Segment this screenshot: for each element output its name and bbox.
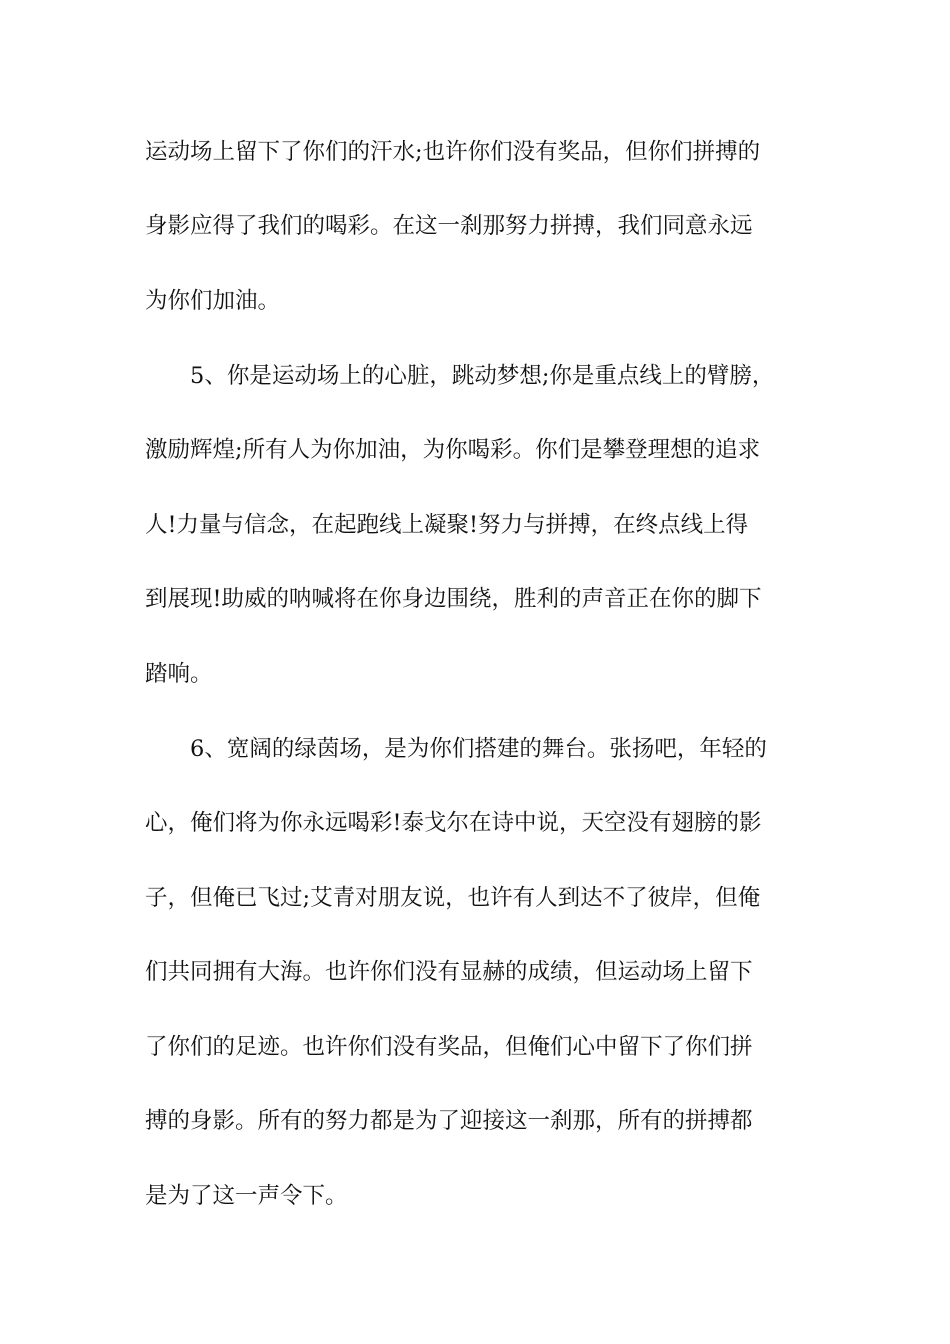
text-line: 为你们加油。 — [145, 288, 281, 314]
text-line: 人!力量与信念，在起跑线上凝聚!努力与拼搏，在终点线上得 — [145, 512, 749, 538]
text-line: 身影应得了我们的喝彩。在这一刹那努力拼搏，我们同意永远 — [145, 213, 753, 239]
text-line: 激励辉煌;所有人为你加油，为你喝彩。你们是攀登理想的追求 — [145, 437, 761, 463]
text-line: 6、宽阔的绿茵场，是为你们搭建的舞台。张扬吧，年轻的 — [145, 736, 767, 762]
text-line: 了你们的足迹。也许你们没有奖品，但俺们心中留下了你们拼 — [145, 1034, 753, 1060]
text-line: 心，俺们将为你永远喝彩!泰戈尔在诗中说，天空没有翅膀的影 — [145, 810, 762, 836]
text-line: 子，但俺已飞过;艾青对朋友说，也许有人到达不了彼岸，但俺 — [145, 885, 761, 911]
text-line: 踏响。 — [145, 661, 213, 687]
text-line: 到展现!助威的呐喊将在你身边围绕，胜利的声音正在你的脚下 — [145, 586, 762, 612]
text-line: 们共同拥有大海。也许你们没有显赫的成绩，但运动场上留下 — [145, 959, 753, 985]
text-line: 运动场上留下了你们的汗水;也许你们没有奖品，但你们拼搏的 — [145, 139, 761, 165]
text-line: 搏的身影。所有的努力都是为了迎接这一刹那，所有的拼搏都 — [145, 1108, 753, 1134]
text-line: 是为了这一声令下。 — [145, 1183, 348, 1209]
text-line: 5、你是运动场上的心脏，跳动梦想;你是重点线上的臂膀， — [145, 363, 775, 389]
